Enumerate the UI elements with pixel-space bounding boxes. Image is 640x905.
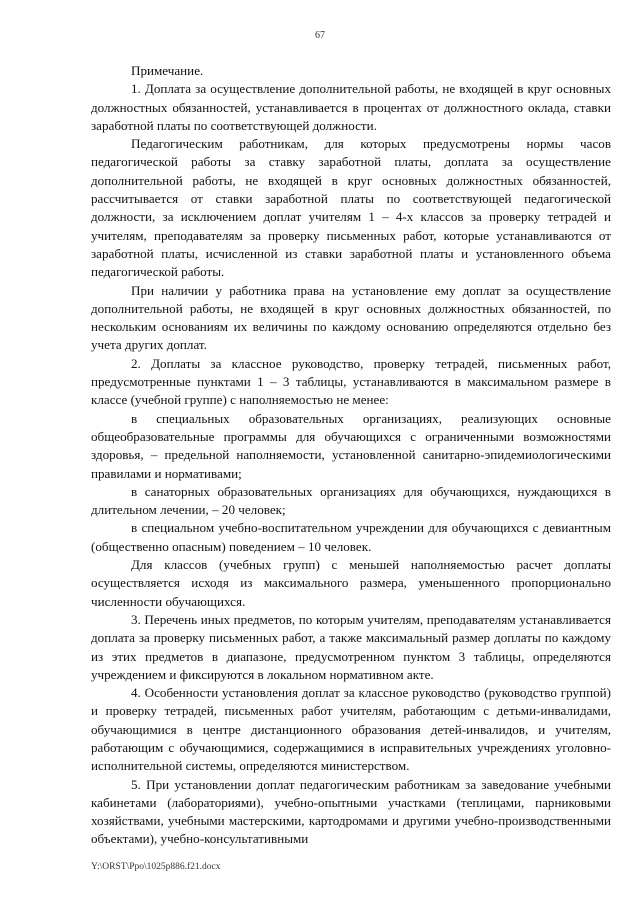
paragraph-7: в специальном учебно-воспитательном учреждении для обучающихся с девиантным (общественно опасным) поведением – 10 человек. bbox=[91, 520, 611, 554]
paragraph-4: 2. Доплаты за классное руководство, проверку тетрадей, письменных работ, предусмотренные пунктами 1 – 3 таблицы, устанавливаются в максимальном размере в классе (учебной группе) с наполняемостью не менее: bbox=[91, 355, 611, 408]
paragraph-1: 1. Доплата за осуществление дополнительной работы, не входящей в круг основных должностных обязанностей, устанавливается в процентах от должностного оклада, ставки заработной платы по соответствующей должности. bbox=[91, 81, 611, 133]
paragraph-6: в санаторных образовательных организациях для обучающихся, нуждающихся в длительном лечении, – 20 человек; bbox=[91, 483, 611, 518]
paragraph-5: в специальных образовательных организациях, реализующих основные общеобразовательные программы для обучающихся с ограниченными возможностями здоровья, – предельной наполняемости, установленной санитарно-эпидемиологическими правилами и нормативами; bbox=[91, 410, 611, 481]
paragraph-2: Педагогическим работникам, для которых предусмотрены нормы часов педагогической работы за ставку заработной платы, доплата за осуществление дополнительной работы, не входящей в круг основных должностных обязанностей, рассчитывается от ставки заработной платы по соответствующей педагогической должности, за исключением доплат учителям 1 – 4-х классов за проверку тетрадей и учителям, преподавателям за проверку письменных работ, которые устанавливаются от заработной платы, исчисленной из ставки заработной платы и установленного объема педагогической работы. bbox=[91, 136, 611, 280]
paragraph-9: 3. Перечень иных предметов, по которым учителям, преподавателям устанавливается доплата за проверку письменных работ, а также максимальный размер доплаты по каждому из этих предметов в диапазоне, предусмотренном пунктом 3 таблицы, определяются учреждением и фиксируются в локальном нормативном акте. bbox=[91, 611, 611, 682]
paragraph-10: 4. Особенности установления доплат за классное руководство (руководство группой) и проверку тетрадей, письменных работ учителям, работающим с детьми-инвалидами, обучающимися в центре дистанционного образования детей-инвалидов, и учителям, работающим с обучающимися, содержащимися в исправительных учреждениях уголовно-исполнительной системы, определяются министерством. bbox=[91, 685, 611, 774]
document-body bbox=[91, 62, 611, 849]
paragraph-11: 5. При установлении доплат педагогическим работникам за заведование учебными кабинетами (лабораториями), учебно-опытными участками (теплицами, парниковыми хозяйствами, учебными мастерскими, картодромами и другими учебно-производственными объектами), учебно-консультативными bbox=[91, 776, 611, 847]
paragraph-8: Для классов (учебных групп) с меньшей наполняемостью расчет доплаты осуществляется исходя из максимального размера, уменьшенного пропорционально численности обучающихся. bbox=[91, 557, 611, 609]
page-number: 67 bbox=[315, 30, 325, 41]
paragraph-3: При наличии у работника права на установление ему доплат за осуществление дополнительной работы, не входящей в круг основных должностных обязанностей, по нескольким основаниям их величины по каждому основанию определяются отдельно без учета других доплат. bbox=[91, 282, 611, 353]
note-title: Примечание. bbox=[131, 63, 204, 78]
file-path-footer: Y:\ORST\Ppo\1025p886.f21.docx bbox=[91, 862, 221, 872]
